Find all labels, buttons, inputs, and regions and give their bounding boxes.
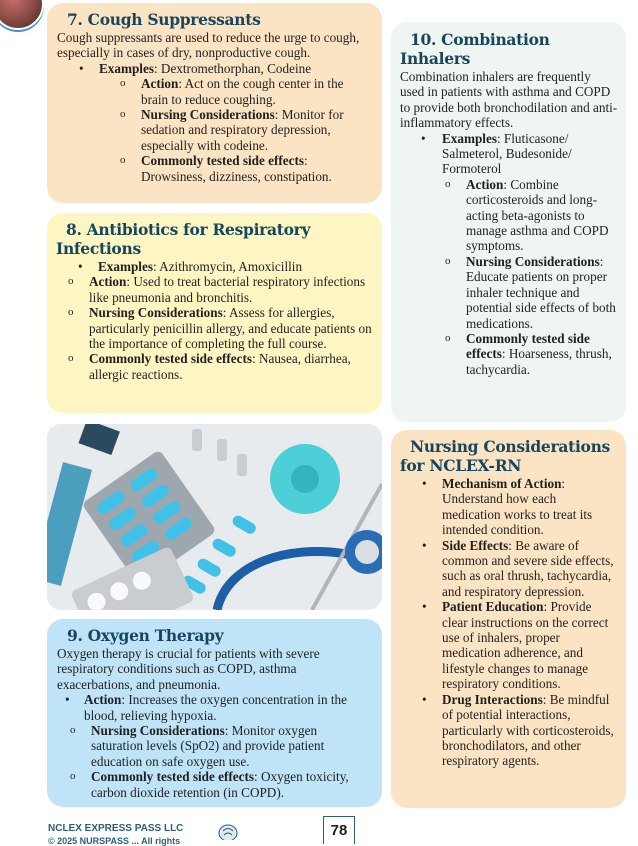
- item-text: : Be mindful of potential interactions, particularly with corticosteroids, bronchodilators, and other respiratory agents.: [442, 691, 614, 769]
- sub-item: [57, 107, 372, 153]
- item-text: : Act on the cough center in the brain to reduce coughing.: [141, 76, 344, 107]
- brain-logo-icon: [218, 823, 238, 840]
- item-text: : Monitor oxygen saturation levels (SpO2) and provide patient education on safe oxygen use.: [91, 723, 325, 769]
- item-label: Commonly tested side effects: [141, 153, 304, 169]
- examples-item: [57, 61, 372, 76]
- list-item: [400, 538, 618, 600]
- item-label: Mechanism of Action: [442, 476, 562, 491]
- section-antibiotics: [47, 213, 382, 413]
- author-avatar: [0, 0, 44, 30]
- medication-photo: [47, 424, 382, 610]
- sub-item: [400, 254, 618, 331]
- sub-item: [56, 274, 372, 305]
- section-title: 9. Oxygen Therapy: [67, 626, 224, 645]
- section-title-line2: Inhalers: [400, 49, 471, 68]
- item-label: Examples: [98, 259, 153, 274]
- item-text: : Combine corticosteroids and long-acting beta-agonists to manage asthma and COPD symptoms.: [466, 176, 609, 254]
- circle-bullet-icon: o: [120, 108, 126, 121]
- item-text: : Understand how each medication works to treat its intended condition.: [442, 476, 593, 538]
- item-text: : Nausea, diarrhea, allergic reactions.: [89, 351, 351, 382]
- item-label: Side Effects: [442, 537, 509, 553]
- sub-item: [57, 76, 372, 107]
- section-intro: Combination inhalers are frequently used in patients with asthma and COPD to provide both bronchodilation and anti-inflammatory effects.: [400, 69, 618, 131]
- item-label: Drug Interactions: [442, 691, 543, 707]
- page-number: 78: [323, 816, 355, 844]
- item-label: Commonly tested side effects: [89, 351, 252, 367]
- bullet-icon: •: [422, 691, 427, 707]
- circle-bullet-icon: o: [70, 770, 76, 783]
- item-text: : Drowsiness, dizziness, constipation.: [141, 153, 332, 184]
- circle-bullet-icon: o: [68, 352, 74, 365]
- item-label: Action: [141, 76, 179, 92]
- section-title: 7. Cough Suppressants: [67, 10, 261, 29]
- circle-bullet-icon: o: [70, 724, 76, 737]
- bullet-icon: •: [78, 259, 83, 274]
- examples-item: [56, 259, 372, 274]
- item-text: : Assess for allergies, particularly penicillin allergy, and educate patients on the importance of completing the full course.: [89, 305, 372, 352]
- item-text: : Increases the oxygen concentration in the blood, relieving hypoxia.: [84, 692, 347, 723]
- item-text: : Fluticasone/ Salmeterol, Budesonide/ Formoterol: [442, 130, 572, 177]
- section-title-line1: Nursing Considerations: [410, 437, 610, 456]
- circle-bullet-icon: o: [68, 275, 74, 288]
- item-text: : Provide clear instructions on the correct use of inhalers, proper medication adherence, and lifestyle changes to manage respiratory conditions.: [442, 599, 609, 692]
- item-label: Action: [84, 692, 122, 708]
- bullet-icon: •: [422, 599, 427, 615]
- section-title-line1: 10. Combination: [410, 30, 550, 49]
- item-text: : Oxygen toxicity, carbon dioxide retention (in COPD).: [91, 769, 349, 800]
- item-label: Nursing Considerations: [89, 305, 223, 321]
- sub-item: [400, 331, 618, 377]
- section-title-line2: for NCLEX-RN: [400, 456, 522, 475]
- item-label: Nursing Considerations: [91, 723, 225, 739]
- bullet-icon: •: [421, 130, 426, 146]
- section-intro: Cough suppressants are used to reduce the urge to cough, especially in cases of dry, nonproductive cough.: [57, 30, 360, 61]
- item-label: Nursing Considerations: [141, 107, 275, 123]
- circle-bullet-icon: o: [68, 306, 74, 319]
- bullet-icon: •: [422, 476, 427, 491]
- sub-item: [57, 769, 372, 800]
- item-text: : Azithromycin, Amoxicillin: [152, 259, 303, 274]
- list-item: [400, 599, 618, 691]
- item-text: : Educate patients on proper inhaler technique and potential side effects of both medications.: [466, 253, 616, 331]
- item-label: Patient Education: [442, 599, 544, 615]
- section-title-line2: Infections: [56, 239, 141, 258]
- bullet-icon: •: [65, 692, 70, 708]
- item-text: : Hoarseness, thrush, tachycardia.: [466, 346, 612, 377]
- circle-bullet-icon: o: [445, 254, 451, 267]
- circle-bullet-icon: o: [120, 77, 126, 90]
- item-text: : Be aware of common and severe side effects, such as oral thrush, tachycardia, and respiratory depression.: [442, 537, 614, 599]
- circle-bullet-icon: o: [445, 331, 451, 344]
- item-label: Commonly tested side effects: [91, 769, 254, 785]
- section-combination-inhalers: [391, 22, 626, 422]
- section-intro: Oxygen therapy is crucial for patients with severe respiratory conditions such as COPD, asthma exacerbations, and pneumonia.: [57, 646, 320, 692]
- list-item: [400, 692, 618, 769]
- item-text: : Used to treat bacterial respiratory infections like pneumonia and bronchitis.: [89, 274, 366, 305]
- circle-bullet-icon: o: [445, 177, 451, 190]
- item-label: Commonly tested side effects: [466, 330, 590, 362]
- circle-bullet-icon: o: [120, 154, 126, 167]
- footer-copyright: © 2025 NURSPASS ... All rights: [48, 836, 181, 846]
- section-oxygen-therapy: [47, 619, 382, 807]
- pills-stethoscope-illustration: [47, 424, 382, 610]
- item-text: : Monitor for sedation and respiratory depression, especially with codeine.: [141, 107, 344, 153]
- examples-item: [400, 131, 618, 177]
- bullet-icon: •: [79, 60, 84, 76]
- sub-item: [400, 177, 618, 254]
- item-label: Examples: [442, 130, 497, 146]
- sub-item: [57, 153, 372, 184]
- sub-item: [57, 723, 372, 769]
- item-label: Examples: [99, 60, 154, 76]
- sub-item: [56, 351, 372, 382]
- item-label: Action: [466, 176, 504, 192]
- list-item: [400, 476, 618, 538]
- section-nursing-considerations: [391, 430, 626, 808]
- sub-item: [56, 305, 372, 351]
- section-cough-suppressants: [47, 3, 382, 203]
- item-text: : Dextromethorphan, Codeine: [153, 60, 312, 76]
- action-item: [57, 692, 372, 723]
- section-title-line1: 8. Antibiotics for Respiratory: [66, 220, 311, 239]
- item-label: Action: [89, 274, 127, 290]
- item-label: Nursing Considerations: [466, 253, 600, 269]
- footer-company: NCLEX EXPRESS PASS LLC: [48, 823, 184, 834]
- bullet-icon: •: [422, 537, 427, 553]
